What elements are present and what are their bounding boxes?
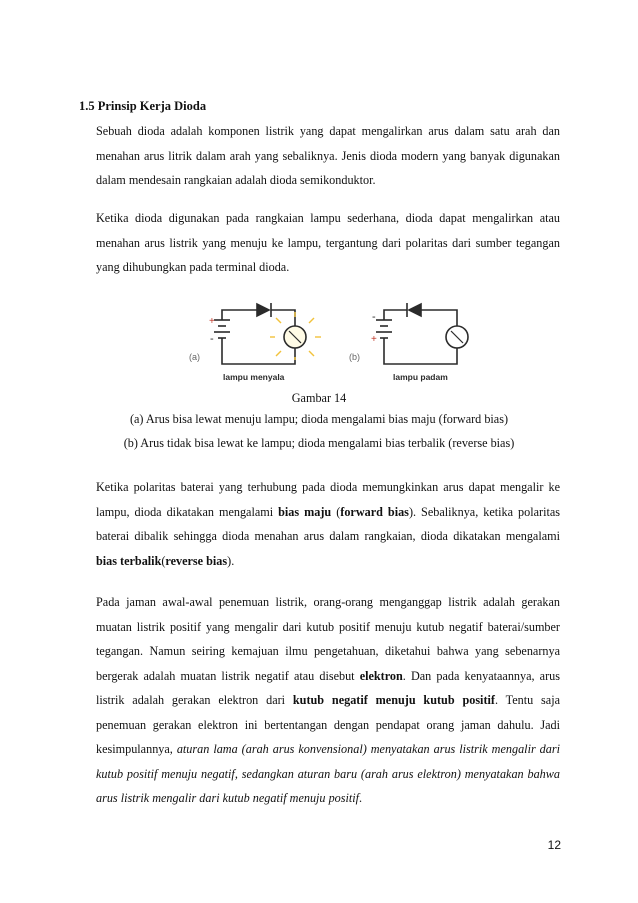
section-heading: 1.5 Prinsip Kerja Dioda: [79, 99, 207, 113]
figure-caption-title: Gambar 14: [291, 391, 347, 405]
term-reverse-bias: reverse bias: [165, 553, 228, 568]
conclusion-italic: aturan lama (arah arus konvensional) menyatakan arus listrik mengalir dari kutub positif menuju negatif, sedangkan aturan baru (arah arus elektron) menyatakan bahwa arus listrik mengalir dari kutub negatif menuju positif: [96, 742, 560, 805]
p3-text-1: Ketika polaritas baterai yang terhubung pada dioda memungkinkan arus dapat mengalir ke lampu, dioda dikatakan mengalami: [96, 480, 560, 519]
p3-text-3: ). Sebaliknya, ketika polaritas baterai dibalik sehingga dioda menahan arus dalam rangkaian, dioda dikatakan mengalami: [96, 504, 560, 543]
term-elektron: elektron: [359, 668, 403, 683]
figure-caption-line-b: (b) Arus tidak bisa lewat ke lampu; dioda mengalami bias terbalik (reverse bias): [123, 436, 515, 450]
p4-text-4: .: [359, 791, 363, 805]
p3-text-2: (: [331, 504, 341, 519]
caption-lampu-menyala: lampu menyala: [223, 372, 285, 382]
caption-lampu-padam: lampu padam: [393, 372, 448, 382]
figure-label-a: (a): [189, 352, 200, 362]
circuit-b: [376, 303, 468, 364]
figure-caption-line-a: (a) Arus bisa lewat menuju lampu; dioda mengalami bias maju (forward bias): [129, 412, 509, 426]
term-bias-terbalik: bias terbalik: [96, 553, 162, 568]
p4-text-1: Pada jaman awal-awal penemuan listrik, orang-orang menganggap listrik adalah gerakan muatan listrik positif yang mengalir dari kutub positif menuju kutub negatif baterai/sumber tegangan. Namun seiring kemajuan ilmu pengetahuan, diketahui bahwa yang sebenarnya bergerak adalah muatan listrik negatif atau disebut: [96, 595, 560, 683]
term-forward-bias: forward bias: [340, 504, 409, 519]
paragraph-bias: [96, 475, 560, 573]
p4-text-2: . Dan pada kenyataannya, arus listrik adalah gerakan elektron dari: [96, 668, 560, 707]
paragraph-diode-definition: Sebuah dioda adalah komponen listrik yang dapat mengalirkan arus dalam satu arah dan menahan arus litrik dalam arah yang sebaliknya. Jenis dioda modern yang banyak digunakan dalam mendesain rangkaian adalah dioda semikonduktor.: [96, 124, 560, 187]
page-number: 12: [547, 838, 561, 852]
paragraph-diode-circuit: Ketika dioda digunakan pada rangkaian lampu sederhana, dioda dapat mengalirkan atau menahan arus listrik yang menuju ke lampu, tergantung dari polaritas dari sumber tegangan yang dihubungkan pada terminal dioda.: [96, 211, 560, 274]
paragraph-electron-flow: [96, 590, 560, 811]
figure-label-b: (b): [349, 352, 360, 362]
plus-sign-a: +: [209, 316, 215, 327]
minus-sign-b: -: [372, 311, 376, 323]
p3-text-5: ).: [227, 553, 235, 568]
circuit-a: [214, 303, 306, 364]
p3-text-4: (: [161, 553, 166, 568]
plus-sign-b: +: [371, 334, 377, 345]
term-bias-maju: bias maju: [278, 504, 332, 519]
term-kutub-negatif-positif: kutub negatif menuju kutub positif: [292, 693, 495, 707]
p4-text-3: . Tentu saja penemuan gerakan elektron ini bertentangan dengan pendapat orang jaman dahulu. Jadi kesimpulannya,: [96, 693, 560, 756]
diode-circuit-figure: [185, 290, 477, 388]
minus-sign-a: -: [210, 333, 214, 345]
